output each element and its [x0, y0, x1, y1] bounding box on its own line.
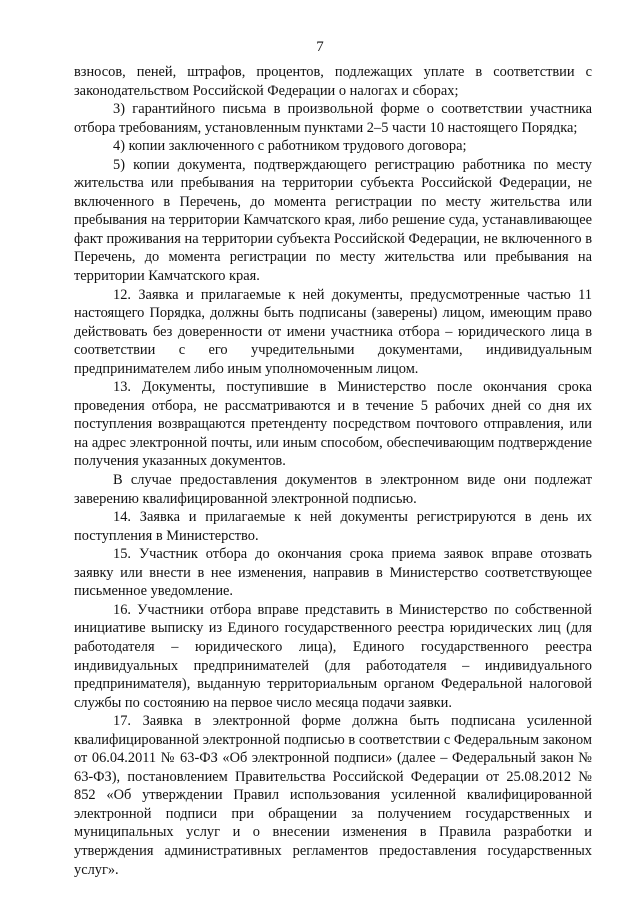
paragraph-clause-17: 17. Заявка в электронной форме должна быть подписана усиленной квалифицированной электронной подписью в соответствии с Федеральным законом от 06.04.2011 № 63-ФЗ «Об электронной подписи» (далее – Федеральный закон № 63-ФЗ), постановлением Правительства Российской Федерации от 25.08.2012 № 852 «Об утверждении Правил использования усиленной квалифицированной электронной подписи при обращении за получением государственных и муниципальных услуг и о внесении изменения в Правила разработки и утверждения административных регламентов предоставления государственных услуг». — [74, 713, 592, 878]
paragraph-clause-15: 15. Участник отбора до окончания срока приема заявок вправе отозвать заявку или внести в нее изменения, направив в Министерство соответствующее письменное уведомление. — [74, 546, 592, 600]
paragraph-clause-12: 12. Заявка и прилагаемые к ней документы, предусмотренные частью 11 настоящего Порядка, должны быть подписаны (заверены) лицом, имеющим право действовать без доверенности от имени участника отбора – юридического лица в соответствии с его учредительными документами, индивидуальным предпринимателем либо иным уполномоченным лицом. — [74, 286, 592, 377]
page-number: 7 — [316, 39, 324, 55]
paragraph-item-4-employment-contract: 4) копии заключенного с работником трудового договора; — [113, 138, 467, 155]
paragraph-continuation-tax-certificate: взносов, пеней, штрафов, процентов, подлежащих уплате в соответствии с законодательством Российской Федерации о налогах и сборах; — [74, 64, 592, 99]
paragraph-electronic-documents: В случае предоставления документов в электронном виде они подлежат заверению квалифицированной электронной подписью. — [74, 472, 592, 507]
paragraph-clause-16: 16. Участники отбора вправе представить в Министерство по собственной инициативе выписку из Единого государственного реестра юридических лиц (для работодателя – юридического лица), Единого государственного реестра индивидуальных предпринимателей (для работодателя – индивидуального предпринимателя), выданную территориальным органом Федеральной налоговой службы по состоянию на первое число месяца подачи заявки. — [74, 601, 592, 711]
document-body — [74, 63, 592, 879]
paragraph-item-5-registration-document: 5) копии документа, подтверждающего регистрацию работника по месту жительства или пребывания на территории субъекта Российской Федерации, не включенного в Перечень, до момента регистрации по месту жительства или пребывания на территории Камчатского края, либо решение суда, устанавливающее факт проживания на территории субъекта Российской Федерации, не включенного в Перечень, до момента регистрации по месту жительства или пребывания на территории Камчатского края. — [74, 156, 592, 285]
paragraph-clause-14: 14. Заявка и прилагаемые к ней документы регистрируются в день их поступления в Министерство. — [74, 509, 592, 544]
paragraph-clause-13: 13. Документы, поступившие в Министерство после окончания срока проведения отбора, не рассматриваются и в течение 5 рабочих дней со дня их поступления возвращаются претенденту посредством почтового отправления, или на адрес электронной почты, или иным способом, обеспечивающим подтверждение получения указанных документов. — [74, 379, 592, 470]
paragraph-item-3-guarantee-letter: 3) гарантийного письма в произвольной форме о соответствии участника отбора требованиям, установленным пунктами 2–5 части 10 настоящего Порядка; — [74, 101, 592, 136]
